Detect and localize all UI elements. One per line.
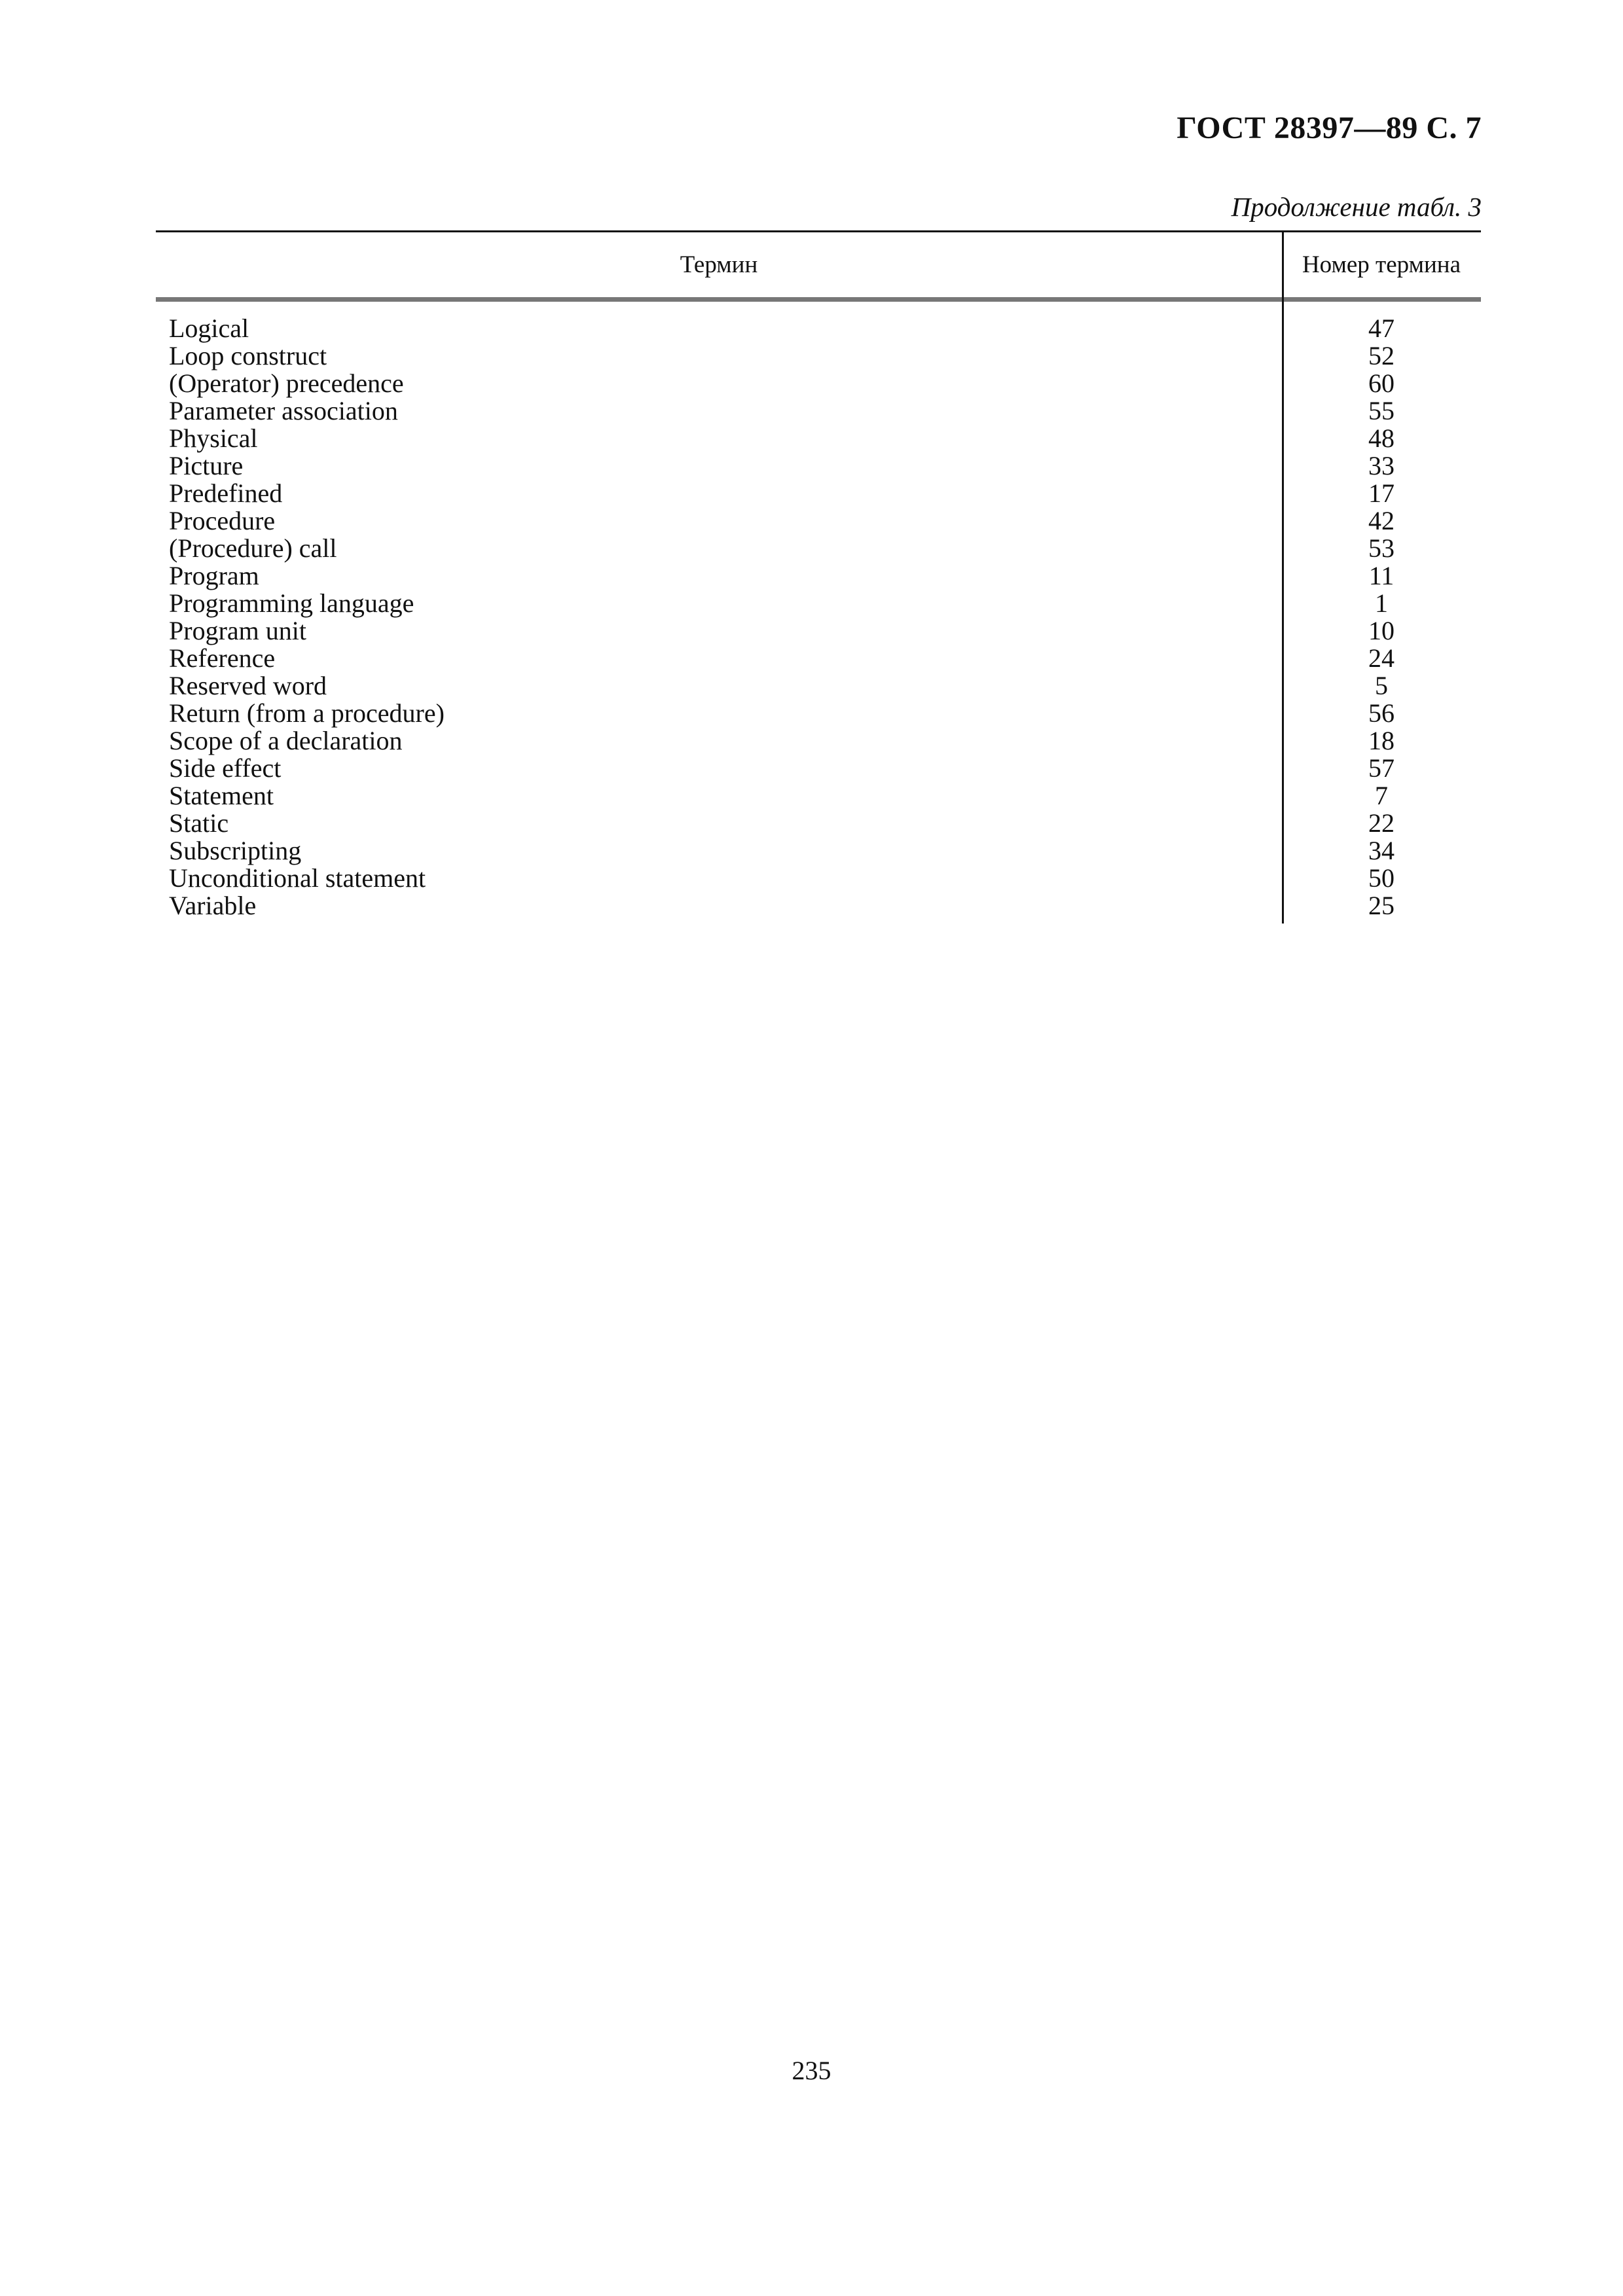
term-number-cell: 57 [1368,753,1395,783]
term-number-cell: 1 [1375,588,1388,618]
term-number-cell: 5 [1375,671,1388,700]
column-header-number: Номер термина [1302,251,1461,278]
term-number-cell: 17 [1368,478,1395,508]
term-cell: Programming language [169,588,414,618]
term-cell: Reference [169,643,276,673]
term-number-cell: 7 [1375,781,1388,810]
term-cell: Physical [169,423,258,453]
numbers-column [1282,315,1481,920]
term-cell: Return (from a procedure) [169,698,445,728]
term-number-cell: 34 [1368,836,1395,865]
term-number-cell: 48 [1368,423,1395,453]
term-number-cell: 56 [1368,698,1395,728]
term-cell: Program [169,561,259,590]
term-number-cell: 60 [1368,368,1395,398]
term-number-cell: 25 [1368,891,1395,920]
term-cell: Side effect [169,753,282,783]
term-cell: Logical [169,314,249,343]
term-number-cell: 33 [1368,451,1395,480]
term-number-cell: 42 [1368,506,1395,535]
term-number-cell: 11 [1368,561,1395,590]
term-cell: Parameter association [169,396,398,425]
column-divider [1282,232,1284,924]
page-number: 235 [792,2056,831,2085]
term-cell: Subscripting [169,836,302,865]
term-cell: Picture [169,451,244,480]
table-continuation-caption: Продолжение табл. 3 [1231,192,1482,222]
term-number-cell: 22 [1368,808,1395,838]
term-cell: (Procedure) call [169,533,337,563]
term-number-cell: 50 [1368,863,1395,893]
term-cell: Predefined [169,478,283,508]
term-cell: Unconditional statement [169,863,426,893]
term-cell: Statement [169,781,274,810]
term-number-cell: 47 [1368,314,1395,343]
term-cell: Program unit [169,616,306,645]
term-cell: Variable [169,891,257,920]
term-cell: Loop construct [169,341,327,370]
term-number-cell: 24 [1368,643,1395,673]
term-cell: Scope of a declaration [169,726,403,755]
column-header-term: Термин [680,251,758,278]
term-cell: Reserved word [169,671,327,700]
term-cell: Procedure [169,506,276,535]
standard-header: ГОСТ 28397—89 С. 7 [1176,111,1482,145]
term-cell: (Operator) precedence [169,368,404,398]
terms-column [156,315,1282,920]
term-number-cell: 55 [1368,396,1395,425]
term-cell: Static [169,808,229,838]
term-number-cell: 10 [1368,616,1395,645]
term-number-cell: 18 [1368,726,1395,755]
term-number-cell: 52 [1368,341,1395,370]
term-number-cell: 53 [1368,533,1395,563]
